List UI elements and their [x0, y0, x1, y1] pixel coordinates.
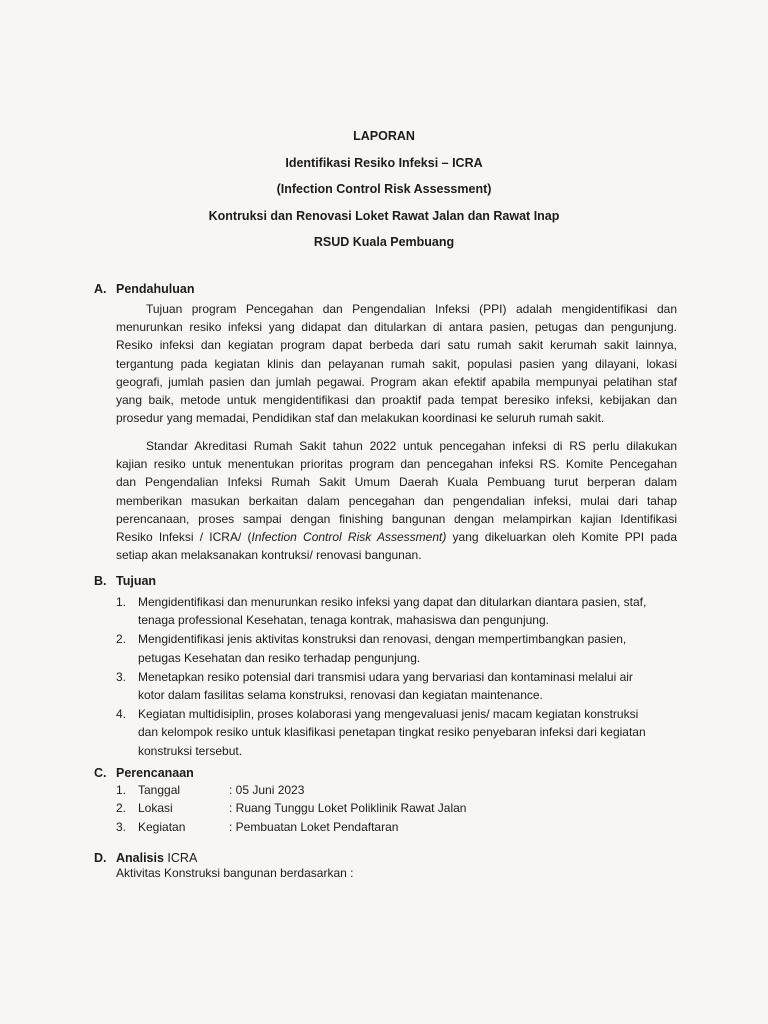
section-d-heading — [94, 851, 197, 865]
plan-row-label: Lokasi — [138, 801, 173, 816]
para1-line: Resiko infeksi dan kegiatan program dapat berbeda dari satu rumah sakit kerumah sakit lainnya, — [116, 338, 677, 353]
list-item — [116, 705, 677, 760]
para2-line: memberikan masukan berkaitan dalam pencegahan dan pengendalian infeksi, mulai dari tahap — [116, 493, 677, 508]
section-c-title: Perencanaan — [116, 766, 194, 780]
list-item-number: 4. — [116, 707, 127, 722]
plan-row-value: : 05 Juni 2023 — [229, 783, 305, 797]
list-item-line: petugas Kesehatan dan resiko terhadap pengunjung. — [138, 650, 421, 665]
para2-line6-pre: Resiko Infeksi / ICRA/ ( — [116, 530, 252, 545]
section-b-heading — [94, 574, 156, 588]
tujuan-list — [116, 593, 677, 761]
para2-line6-post: yang dikeluarkan oleh Komite PPI pada — [446, 530, 677, 545]
plan-row-label: Kegiatan — [138, 819, 186, 834]
para1-line: prosedur yang memadai, Pendidikan staf dan melakukan koordinasi ke seluruh rumah sakit. — [116, 411, 605, 426]
title-laporan: LAPORAN — [353, 129, 415, 143]
list-item — [116, 668, 677, 704]
list-item-number: 2. — [116, 632, 127, 647]
document-title-block — [0, 123, 768, 256]
section-b-title: Tujuan — [116, 574, 157, 588]
title-icra: Identifikasi Resiko Infeksi – ICRA — [285, 155, 483, 170]
list-item-line: konstruksi tersebut. — [138, 743, 243, 758]
para2-line: setiap akan melaksanakan kontruksi/ renovasi bangunan. — [116, 548, 422, 563]
section-d-title-bold: Analisis — [116, 851, 164, 865]
para2-line6-italic: Infection Control Risk Assessment) — [251, 530, 447, 545]
list-item — [116, 593, 677, 629]
section-d-text: Aktivitas Konstruksi bangunan berdasarkan : — [116, 866, 354, 880]
list-item-number: 1. — [116, 595, 127, 609]
list-item-line: Mengidentifikasi dan menurunkan resiko infeksi yang dapat dan ditularkan diantara pasien, staf, — [138, 595, 647, 609]
title-icra-english: (Infection Control Risk Assessment) — [276, 182, 492, 197]
para1-line: Tujuan program Pencegahan dan Pengendalian Infeksi (PPI) adalah mengidentifikasi dan — [146, 302, 677, 316]
para2-line: Standar Akreditasi Rumah Sakit tahun 2022 untuk pencegahan infeksi di RS perlu dilakukan — [146, 439, 677, 453]
title-project: Kontruksi dan Renovasi Loket Rawat Jalan dan Rawat Inap — [208, 208, 560, 223]
list-item-line: kotor dalam fasilitas selama konstruksi, renovasi dan kegiatan maintenance. — [138, 688, 543, 703]
plan-row-value: : Pembuatan Loket Pendaftaran — [229, 819, 399, 834]
para2-line — [116, 528, 677, 546]
para1-line: menurunkan resiko infeksi yang didapat dan ditularkan di antara pasien, petugas dan pengunjung. — [116, 320, 677, 335]
section-a-paragraph-2 — [116, 437, 677, 564]
title-hospital: RSUD Kuala Pembuang — [313, 235, 455, 250]
para1-line: yang baik, metode untuk mengidentifikasi dan proaktif pada tempat beresiko infeksi, kebijakan dan — [116, 393, 677, 408]
list-item-number: 3. — [116, 669, 127, 684]
section-c-letter: C. — [94, 766, 107, 780]
list-item-line: dan kelompok resiko untuk klasifikasi penetapan tingkat resiko penyebaran infeksi dari kegiatan — [138, 725, 646, 740]
section-b-letter: B. — [94, 574, 107, 588]
plan-row-number: 1. — [116, 783, 127, 797]
para2-line: dan Pengendalian Infeksi Rumah Sakit Umum Daerah Kuala Pembuang turut berperan dalam — [116, 475, 677, 490]
section-d-letter: D. — [94, 851, 107, 865]
para1-line: tergantung pada kegiatan klinis dan pelayanan rumah sakit, populasi pasien yang dilayani, lokasi — [116, 356, 677, 371]
section-d-title-rest: ICRA — [163, 851, 198, 865]
section-a-paragraph-1 — [116, 300, 677, 427]
list-item-line: Kegiatan multidisiplin, proses kolaborasi yang mengevaluasi jenis/ macam kegiatan konstruksi — [138, 707, 639, 722]
list-item-line: Menetapkan resiko potensial dari transmisi udara yang bervariasi dan kontaminasi melalui air — [138, 669, 633, 684]
plan-row-number: 3. — [116, 819, 127, 834]
section-a-heading — [94, 282, 194, 296]
section-c-heading — [94, 766, 194, 780]
section-a-title: Pendahuluan — [116, 282, 195, 296]
para2-line: perencanaan, proses sampai dengan finishing bangunan dengan melampirkan kajian Identifikasi — [116, 511, 677, 526]
section-a-letter: A. — [94, 282, 107, 296]
list-item — [116, 630, 677, 666]
plan-row-number: 2. — [116, 801, 127, 816]
list-item-line: Mengidentifikasi jenis aktivitas konstruksi dan renovasi, dengan mempertimbangkan pasien, — [138, 632, 627, 647]
list-item-line: tenaga professional Kesehatan, tenaga kontrak, mahasiswa dan pengunjung. — [138, 613, 549, 628]
plan-row-label: Tanggal — [138, 783, 181, 797]
para1-line: geografi, jumlah pasien dan jumlah pegawai. Program akan efektif apabila mempunyai pelatihan staf — [116, 374, 677, 389]
plan-row-value: : Ruang Tunggu Loket Poliklinik Rawat Jalan — [229, 801, 467, 816]
para2-line: kajian resiko untuk menentukan prioritas program dan pencegahan infeksi RS. Komite Pencegahan — [116, 457, 677, 472]
